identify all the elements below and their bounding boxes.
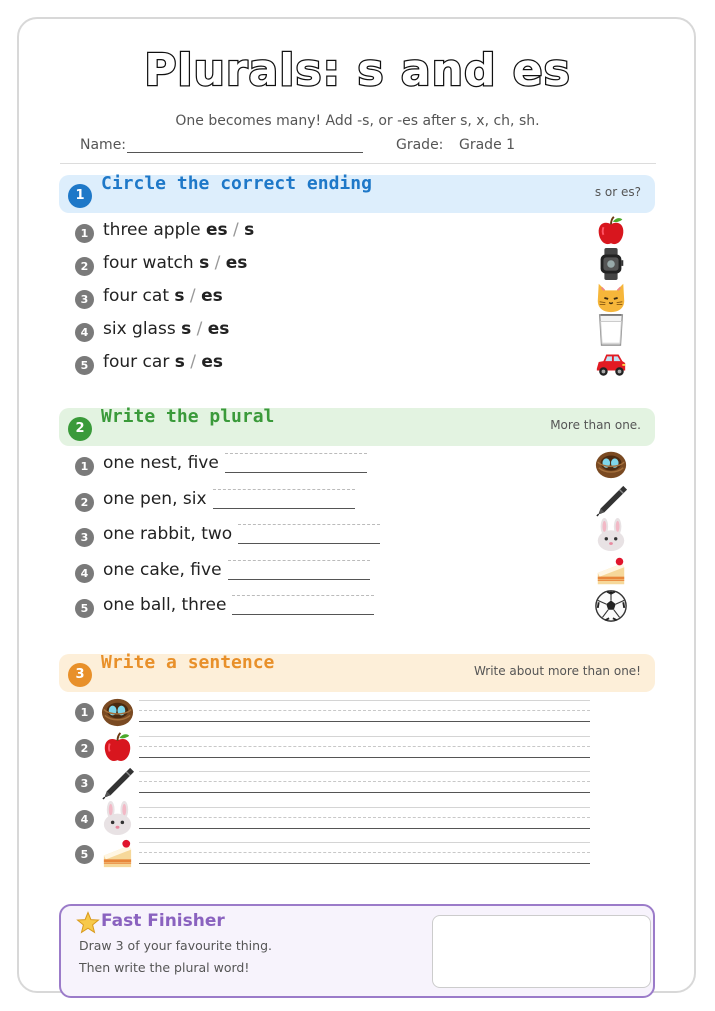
section-2-header (59, 408, 655, 446)
question-text (103, 453, 367, 473)
sentence-writing-line[interactable] (139, 807, 590, 829)
ending-option[interactable]: es (207, 319, 230, 339)
base-word: four cat (103, 286, 175, 306)
question-text (103, 220, 254, 240)
question-number: 4 (75, 564, 94, 583)
question-number: 3 (75, 290, 94, 309)
sentence-writing-line[interactable] (139, 771, 590, 793)
section-3-header (59, 654, 655, 692)
prompt-text: one pen, six (103, 488, 207, 509)
sentence-writing-line[interactable] (139, 842, 590, 864)
name-label: Name: (80, 137, 127, 153)
ending-option[interactable]: s (199, 253, 210, 273)
ending-option[interactable]: s (174, 286, 185, 306)
sentence-writing-line[interactable] (139, 736, 590, 758)
grade-value: Grade 1 (459, 137, 516, 153)
section-hint: s or es? (594, 185, 641, 199)
answer-blank[interactable] (232, 595, 374, 615)
question-number: 5 (75, 599, 94, 618)
grade-label: Grade: (396, 137, 444, 153)
ending-option[interactable]: s (244, 220, 255, 240)
section-title: Write a sentence (101, 652, 275, 673)
question-text (103, 560, 370, 580)
question-text (103, 352, 223, 372)
page-subtitle: One becomes many! Add -s, or -es after s, x, ch, sh. (175, 113, 540, 129)
option-separator: / (209, 253, 226, 273)
question-number: 1 (75, 457, 94, 476)
answer-blank[interactable] (213, 489, 355, 509)
fast-finisher-box (59, 904, 655, 998)
answer-blank[interactable] (228, 560, 370, 580)
plural-item (75, 489, 575, 515)
question-number: 2 (75, 739, 94, 758)
question-number: 1 (75, 224, 94, 243)
section-number: 2 (68, 417, 92, 441)
answer-blank[interactable] (238, 524, 380, 544)
question-number: 3 (75, 774, 94, 793)
ending-option[interactable]: es (201, 286, 223, 306)
cat-icon (594, 280, 628, 314)
question-number: 3 (75, 528, 94, 547)
question-text (103, 489, 355, 509)
ending-option[interactable]: es (205, 220, 228, 240)
section-hint: More than one. (550, 418, 641, 432)
question-number: 1 (75, 703, 94, 722)
watch-icon (594, 247, 628, 281)
circle-item (75, 253, 635, 279)
fast-finisher-instruction: Then write the plural word! (79, 960, 250, 975)
option-separator: / (227, 220, 245, 240)
question-text (103, 253, 247, 273)
car-icon (594, 346, 628, 380)
nest-icon (594, 447, 628, 481)
cake-icon (594, 554, 628, 588)
section-title: Write the plural (101, 406, 275, 427)
question-number: 5 (75, 356, 94, 375)
section-title: Circle the correct ending (101, 173, 372, 194)
rabbit-icon (594, 518, 628, 552)
page-title: Plurals: s and es (144, 45, 571, 96)
base-word: four watch (103, 253, 200, 273)
base-word: four car (103, 352, 175, 372)
base-word: six glass (103, 319, 182, 339)
cake-icon (100, 836, 135, 871)
ending-option[interactable]: es (225, 253, 248, 273)
pen-icon (594, 483, 628, 517)
star-icon (76, 911, 100, 935)
prompt-text: one cake, five (103, 559, 222, 580)
apple-icon (100, 730, 135, 765)
prompt-text: one nest, five (103, 453, 219, 473)
circle-item (75, 220, 635, 246)
plural-item (75, 595, 575, 621)
question-number: 4 (75, 323, 94, 342)
circle-item (75, 352, 635, 378)
ending-option[interactable]: s (181, 319, 192, 339)
question-number: 2 (75, 493, 94, 512)
name-field[interactable] (127, 152, 363, 153)
section-number: 1 (68, 184, 92, 208)
question-text (103, 595, 374, 615)
header-divider (60, 163, 656, 164)
option-separator: / (184, 352, 202, 372)
answer-blank[interactable] (225, 453, 367, 473)
apple-icon (594, 214, 628, 248)
option-separator: / (191, 319, 208, 339)
rabbit-icon (100, 801, 135, 836)
question-number: 4 (75, 810, 94, 829)
question-text (103, 286, 223, 306)
circle-item (75, 286, 635, 312)
ball-icon (594, 589, 628, 623)
drawing-area[interactable] (432, 915, 651, 988)
option-separator: / (184, 286, 202, 306)
section-number: 3 (68, 663, 92, 687)
circle-item (75, 319, 635, 345)
prompt-text: one ball, three (103, 595, 227, 615)
section-hint: Write about more than one! (473, 664, 641, 678)
question-text (103, 524, 380, 544)
fast-finisher-title: Fast Finisher (101, 911, 225, 931)
ending-option[interactable]: s (174, 352, 185, 372)
question-number: 5 (75, 845, 94, 864)
ending-option[interactable]: es (201, 352, 224, 372)
nest-icon (100, 694, 135, 729)
prompt-text: one rabbit, two (103, 524, 233, 544)
section-1-header (59, 175, 655, 213)
plural-item (75, 524, 575, 550)
pen-icon (100, 765, 135, 800)
plural-item (75, 560, 575, 586)
plural-item (75, 453, 575, 479)
question-text (103, 319, 229, 339)
fast-finisher-instruction: Draw 3 of your favourite thing. (79, 938, 272, 953)
question-number: 2 (75, 257, 94, 276)
sentence-writing-line[interactable] (139, 700, 590, 722)
glass-icon (594, 313, 628, 347)
base-word: three apple (103, 220, 206, 240)
